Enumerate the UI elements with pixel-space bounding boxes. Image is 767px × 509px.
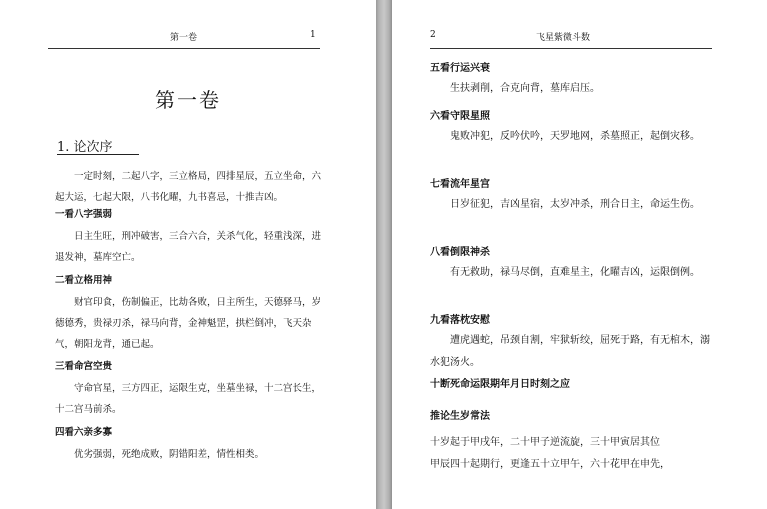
section-text: 有无救助，禄马尽倒，直难星主，化曜吉凶，运限倒例。 [450, 267, 700, 278]
section-heading: 八看倒限神杀 [430, 247, 490, 258]
left-header-title: 第一卷 [170, 33, 198, 43]
section-heading: 十断死命运限期年月日时刻之应 [430, 379, 570, 390]
section-text: 日主生旺，刑冲破害，三合六合，关杀气化，轻重浅深，进退发神，墓库空亡。 [55, 231, 322, 263]
right-header-title: 飞星紫微斗数 [536, 33, 591, 43]
right-page-number: 2 [430, 30, 436, 40]
section-heading: 一看八字强弱 [55, 209, 113, 220]
section-heading: 五看行运兴衰 [430, 63, 490, 74]
section-text: 鬼败冲犯，反吟伏吟，天罗地网，杀墓照正，起倒灾移。 [450, 131, 700, 142]
left-page [0, 0, 376, 509]
intro-paragraph: 一定时刻，二起八字，三立格局，四排星辰，五立坐命，六起大运，七起大限，八书化曜，九书喜忌，十推吉凶。 [55, 171, 322, 203]
right-page [392, 0, 767, 509]
verse-title: 推论生岁常法 [430, 411, 490, 422]
section-text: 守命官星，三方四正，运限生克，坐墓坐禄，十二宫长生，十二宫马前杀。 [55, 383, 322, 415]
section-title: 1. 论次序 [57, 140, 113, 155]
section-heading: 二看立格用神 [55, 275, 113, 286]
section-text: 遭虎遇蛇，吊颈自割，牢狱斩绞，屈死于路，有无棺木，溺水犯汤火。 [430, 335, 710, 368]
verse-line: 十岁起于甲戌年，二十甲子逆流旋，三十甲寅居其位 [430, 437, 660, 448]
verse-line: 甲辰四十起期行，更逢五十立甲午，六十花甲在申先， [430, 459, 670, 470]
section-text: 日岁征犯，吉凶星宿，太岁冲杀，刑合日主，命运生伤。 [450, 199, 700, 210]
verse [430, 432, 712, 476]
section-heading: 四看六亲多寡 [55, 427, 113, 438]
left-page-number: 1 [310, 30, 316, 40]
book-gutter [376, 0, 392, 509]
chapter-title: 第一卷 [155, 88, 221, 112]
section-heading: 三看命宫空贵 [55, 361, 113, 372]
section-heading: 七看流年星宫 [430, 179, 490, 190]
section-text: 优劣强弱，死绝成败，阴错阳差，情性相类。 [74, 449, 265, 460]
section-heading: 六看守限星照 [430, 111, 490, 122]
right-header-rule [430, 48, 712, 49]
section-heading: 九看落枕安慰 [430, 315, 490, 326]
section-underline [57, 154, 139, 155]
left-header-rule [48, 48, 320, 49]
section-text: 生扶剥削，合克向背，墓库启压。 [450, 83, 600, 94]
section-text: 财官印食，伤制偏正，比劫各败，日主所生，天德驿马，岁德德秀，贵禄刃杀，禄马向背，金神魁罡，拱栏倒冲，飞天杂气，朝阳龙背，通已起。 [55, 297, 322, 350]
